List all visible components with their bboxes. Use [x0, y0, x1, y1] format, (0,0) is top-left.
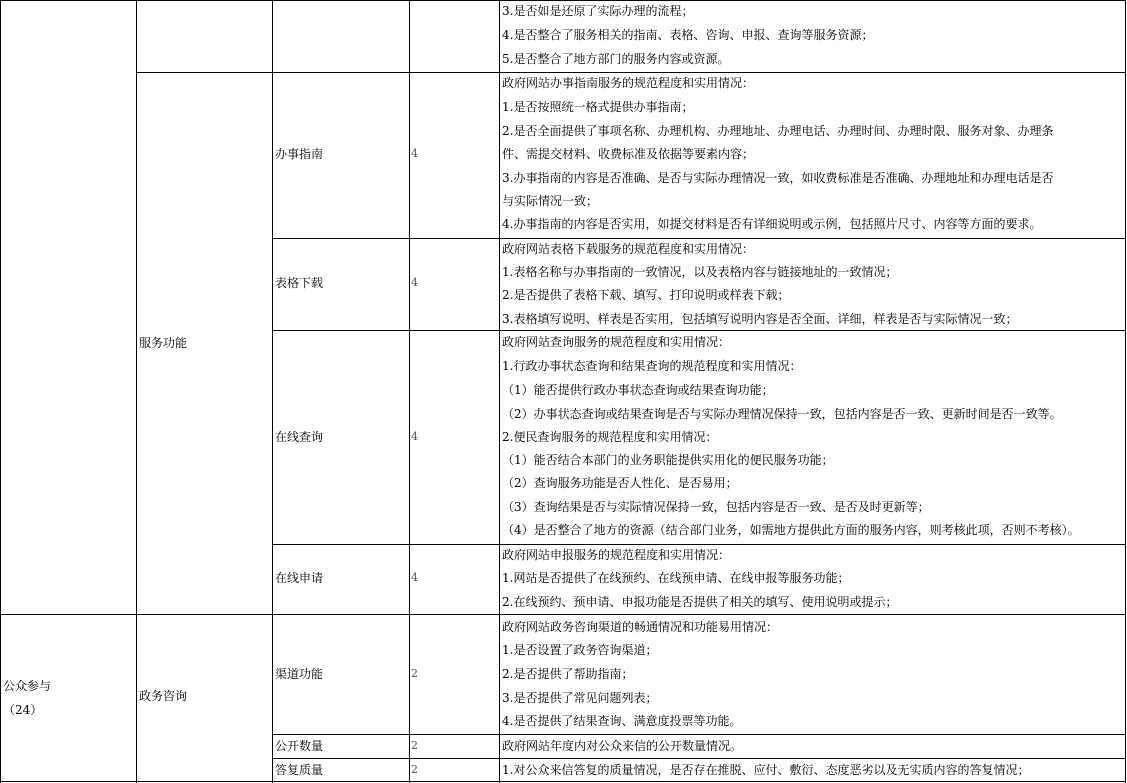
criteria-line: （3）查询结果是否与实际情况保持一致，包括内容是否一致、是否及时更新等； [502, 500, 930, 514]
criteria-line: 政府网站申报服务的规范程度和实用情况： [502, 548, 731, 562]
item-score: 2 [411, 739, 418, 752]
criteria-line: 3.是否提供了常见问题列表； [502, 691, 658, 705]
grid-line [0, 0, 1, 783]
criteria-line: 与实际情况一致； [502, 194, 599, 208]
criteria-line: 3.是否如是还原了实际办理的流程； [502, 4, 694, 18]
grid-line [409, 0, 410, 783]
criteria-line: 2.是否提供了表格下载、填写、打印说明或样表下载； [502, 288, 790, 302]
item-score: 2 [411, 667, 418, 680]
item-score: 4 [411, 147, 418, 160]
criteria-line: （2）查询服务功能是否人性化、是否易用； [502, 476, 738, 490]
item-name: 答复质量 [275, 763, 324, 777]
group-label-service-function: 服务功能 [139, 336, 188, 350]
group-label-gov-consult: 政务咨询 [139, 689, 188, 703]
criteria-line: 3.办事指南的内容是否准确、是否与实际办理情况一致，如收费标准是否准确、办理地址和办理电话是否 [502, 171, 1054, 185]
criteria-line: 政府网站办事指南服务的规范程度和实用情况： [502, 76, 755, 90]
criteria-line: 政府网站查询服务的规范程度和实用情况： [502, 335, 731, 349]
criteria-line: 件、需提交材料、收费标准及依据等要素内容； [502, 147, 755, 161]
criteria-line: 2.是否提供了帮助指南； [502, 667, 634, 681]
item-name: 渠道功能 [275, 667, 324, 681]
criteria-line: 2.便民查询服务的规范程度和实用情况： [502, 430, 718, 444]
criteria-line: 3.表格填写说明、样表是否实用，包括填写说明内容是否全面、详细，样表是否与实际情况一致； [502, 312, 1018, 326]
criteria-line: 5.是否整合了地方部门的服务内容或资源。 [502, 52, 730, 66]
criteria-line: 1.对公众来信答复的质量情况，是否存在推脱、应付、敷衍、态度恶劣以及无实质内容的答复情况； [502, 763, 1030, 777]
criteria-line: 政府网站年度内对公众来信的公开数量情况。 [502, 739, 743, 753]
criteria-line: 1.行政办事状态查询和结果查询的规范程度和实用情况： [502, 359, 802, 373]
grid-line [499, 0, 500, 783]
criteria-line: 4.是否整合了服务相关的指南、表格、咨询、申报、查询等服务资源； [502, 28, 874, 42]
criteria-line: 1.是否按照统一格式提供办事指南； [502, 100, 694, 114]
grid-line [0, 614, 1126, 615]
item-name: 在线申请 [275, 571, 324, 585]
group-label-public-participation-score: （24） [3, 703, 43, 717]
grid-line [272, 758, 1126, 759]
criteria-line: 1.表格名称与办事指南的一致情况，以及表格内容与链接地址的一致情况； [502, 265, 898, 279]
grid-line [272, 544, 1126, 545]
criteria-line: 1.网站是否提供了在线预约、在线预申请、在线申报等服务功能； [502, 571, 850, 585]
grid-line [272, 734, 1126, 735]
item-score: 4 [411, 571, 418, 584]
grid-line [272, 238, 1126, 239]
grid-line [136, 0, 137, 783]
criteria-line: 4.是否提供了结果查询、满意度投票等功能。 [502, 714, 742, 728]
item-score: 2 [411, 763, 418, 776]
item-name: 办事指南 [275, 147, 324, 161]
criteria-line: 政府网站表格下载服务的规范程度和实用情况： [502, 242, 755, 256]
grid-line [272, 0, 273, 783]
grid-line [272, 330, 1126, 331]
item-score: 4 [411, 276, 418, 289]
item-name: 表格下载 [275, 276, 324, 290]
item-name: 在线查询 [275, 430, 324, 444]
criteria-line: 4.办事指南的内容是否实用，如提交材料是否有详细说明或示例，包括照片尺寸、内容等方面的要求。 [502, 217, 1042, 231]
criteria-line: 2.是否全面提供了事项名称、办理机构、办理地址、办理电话、办理时间、办理时限、服务对象、办理条 [502, 124, 1054, 138]
criteria-line: （4）是否整合了地方的资源（结合部门业务，如需地方提供此方面的服务内容，则考核此项，否则不考核）。 [502, 523, 1080, 537]
criteria-line: 2.在线预约、预申请、申报功能是否提供了相关的填写、使用说明或提示； [502, 595, 898, 609]
grid-line [1125, 0, 1126, 783]
grid-line [0, 0, 1126, 1]
item-score: 4 [411, 430, 418, 443]
criteria-line: （1）能否提供行政办事状态查询或结果查询功能； [502, 383, 774, 397]
criteria-line: （2）办事状态查询或结果查询是否与实际办理情况保持一致，包括内容是否一致、更新时间是否一致等。 [502, 407, 1062, 421]
grid-line [136, 72, 1126, 73]
criteria-line: （1）能否结合本部门的业务职能提供实用化的便民服务功能； [502, 453, 834, 467]
criteria-line: 1.是否设置了政务咨询渠道； [502, 643, 658, 657]
grid-line [0, 781, 1126, 782]
group-label-public-participation: 公众参与 [3, 679, 52, 693]
criteria-line: 政府网站政务咨询渠道的畅通情况和功能易用情况： [502, 620, 779, 634]
item-name: 公开数量 [275, 739, 324, 753]
